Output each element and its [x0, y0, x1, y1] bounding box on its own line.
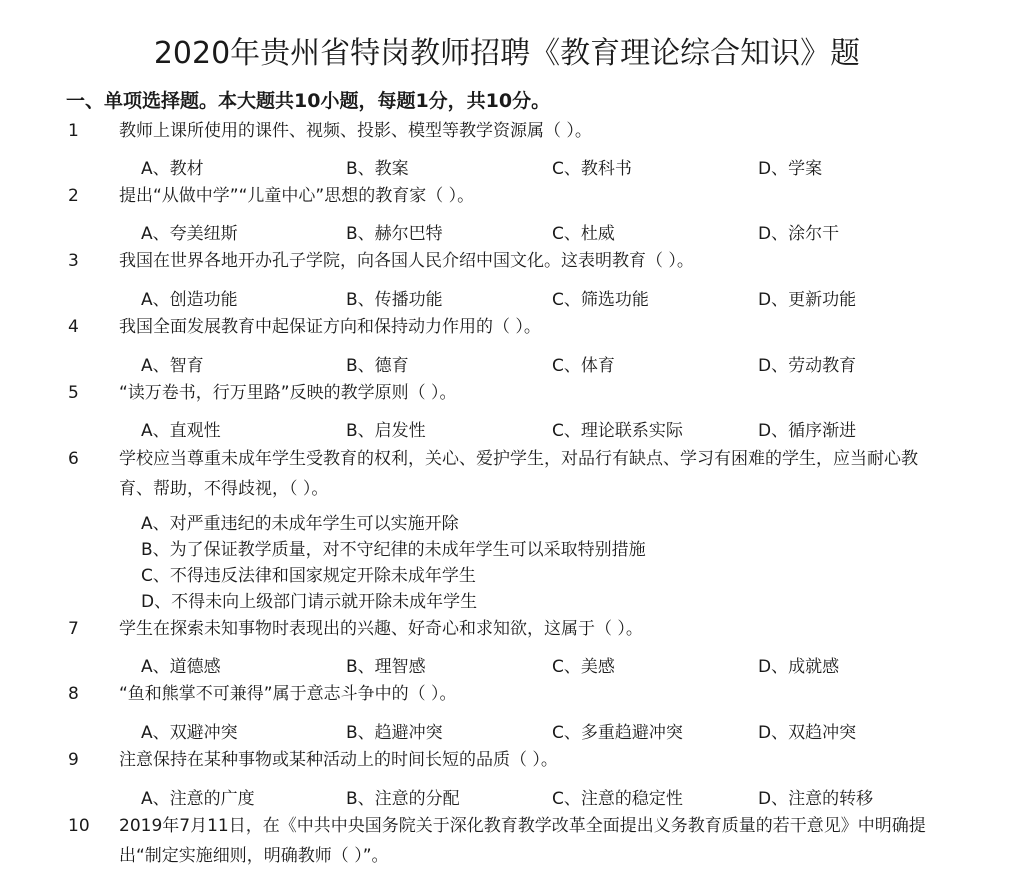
- option-b: B、传播功能: [346, 290, 443, 310]
- option-c: C、多重趋避冲突: [552, 723, 683, 743]
- option-b: B、德育: [346, 356, 409, 376]
- option-a: A、注意的广度: [141, 789, 255, 809]
- option-a: A、教材: [141, 159, 204, 179]
- question-number: 4: [68, 317, 79, 337]
- option-d: D、劳动教育: [758, 356, 857, 376]
- document-title: 2020年贵州省特岗教师招聘《教育理论综合知识》题: [153, 36, 861, 71]
- option-d: D、更新功能: [758, 290, 857, 310]
- option-d: D、成就感: [758, 657, 840, 677]
- option-d: D、涂尔干: [758, 224, 840, 244]
- option-a: A、对严重违纪的未成年学生可以实施开除: [141, 514, 459, 534]
- option-c: C、体育: [552, 356, 615, 376]
- option-b: B、注意的分配: [346, 789, 460, 809]
- question-number: 6: [68, 449, 79, 469]
- question-number: 7: [68, 619, 79, 639]
- question-number: 2: [68, 186, 79, 206]
- question-text: 教师上课所使用的课件、视频、投影、模型等教学资源属（ ）。: [119, 121, 592, 141]
- option-c: C、教科书: [552, 159, 632, 179]
- option-c: C、注意的稳定性: [552, 789, 683, 809]
- question-text: 学生在探索未知事物时表现出的兴趣、好奇心和求知欲，这属于（ ）。: [119, 619, 643, 639]
- option-d: D、学案: [758, 159, 823, 179]
- option-b: B、教案: [346, 159, 409, 179]
- option-c: C、美感: [552, 657, 615, 677]
- question-text: 提出“从做中学”“儿童中心”思想的教育家（ ）。: [119, 186, 475, 206]
- question-text: 学校应当尊重未成年学生受教育的权利，关心、爱护学生，对品行有缺点、学习有困难的学生，应当耐心教育、帮助，不得歧视，（ ）。: [119, 449, 918, 499]
- option-c: C、理论联系实际: [552, 421, 683, 441]
- option-a: A、双避冲突: [141, 723, 238, 743]
- option-d: D、双趋冲突: [758, 723, 857, 743]
- option-a: A、直观性: [141, 421, 221, 441]
- question-number: 5: [68, 383, 79, 403]
- question-text: 2019年7月11日，在《中共中央国务院关于深化教育教学改革全面提出义务教育质量的若干意见》中明确提出“制定实施细则，明确教师（ ）”。: [119, 816, 926, 866]
- option-c: C、不得违反法律和国家规定开除未成年学生: [141, 566, 476, 586]
- option-a: A、智育: [141, 356, 204, 376]
- option-b: B、理智感: [346, 657, 426, 677]
- option-d: D、不得未向上级部门请示就开除未成年学生: [141, 592, 478, 612]
- option-a: A、道德感: [141, 657, 221, 677]
- section-heading: 一、单项选择题。本大题共10小题，每题1分，共10分。: [66, 90, 551, 112]
- question-text: 注意保持在某种事物或某种活动上的时间长短的品质（ ）。: [119, 750, 558, 770]
- option-b: B、趋避冲突: [346, 723, 443, 743]
- option-d: D、注意的转移: [758, 789, 874, 809]
- question-text: “读万卷书，行万里路”反映的教学原则（ ）。: [119, 383, 457, 403]
- option-c: C、筛选功能: [552, 290, 649, 310]
- question-text: 我国全面发展教育中起保证方向和保持动力作用的（ ）。: [119, 317, 541, 337]
- question-number: 1: [68, 121, 79, 141]
- question-number: 9: [68, 750, 79, 770]
- option-a: A、创造功能: [141, 290, 238, 310]
- question-number: 3: [68, 251, 79, 271]
- option-d: D、循序渐进: [758, 421, 857, 441]
- question-number: 8: [68, 684, 79, 704]
- option-b: B、赫尔巴特: [346, 224, 443, 244]
- question-number: 10: [68, 816, 90, 836]
- option-b: B、为了保证教学质量，对不守纪律的未成年学生可以采取特别措施: [141, 540, 646, 560]
- option-a: A、夸美纽斯: [141, 224, 238, 244]
- question-text: “鱼和熊掌不可兼得”属于意志斗争中的（ ）。: [119, 684, 457, 704]
- question-text: 我国在世界各地开办孔子学院，向各国人民介绍中国文化。这表明教育（ ）。: [119, 251, 694, 271]
- option-b: B、启发性: [346, 421, 426, 441]
- option-c: C、杜威: [552, 224, 615, 244]
